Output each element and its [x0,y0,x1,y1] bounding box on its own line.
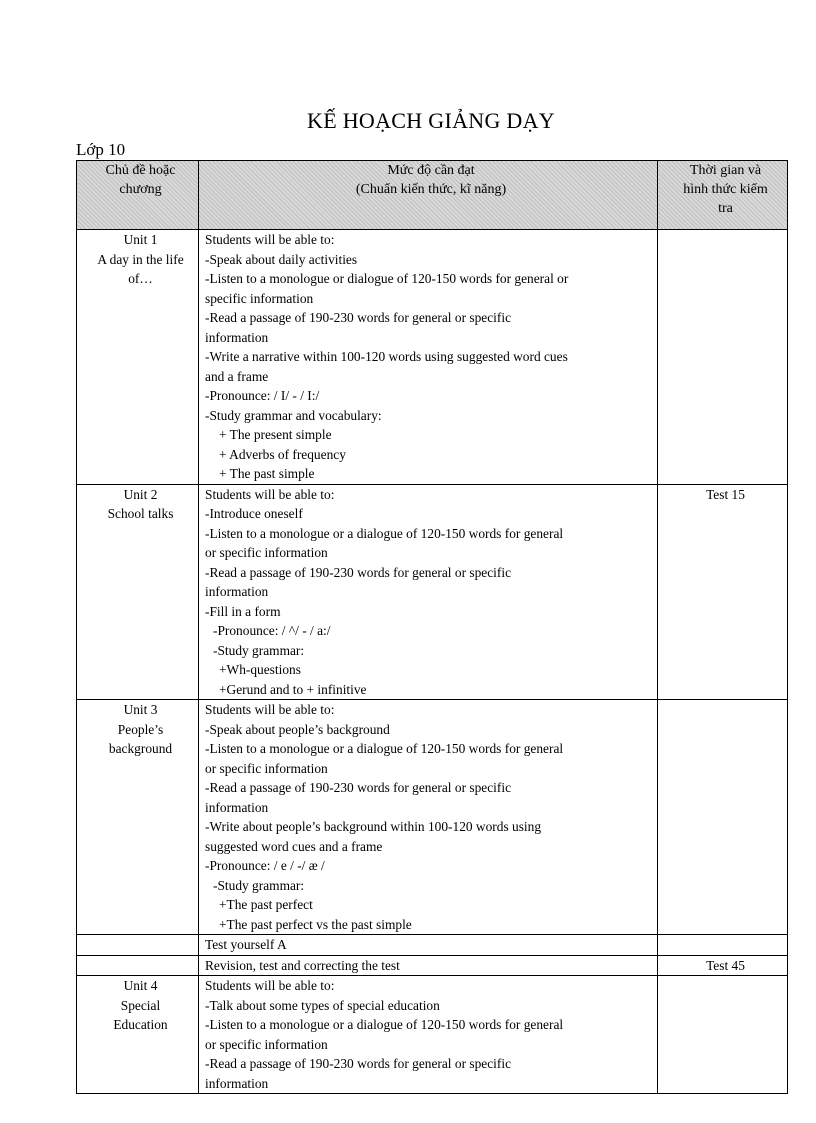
content-line: -Read a passage of 190-230 words for general or specific [205,780,512,795]
content-line: specific information [205,290,314,306]
content-line: -Listen to a monologue or dialogue of 120-150 words for general or [205,271,569,286]
test-cell [658,230,788,485]
unit-cell [77,976,199,1094]
test-cell: Test 15 [658,484,788,700]
table-row [77,935,788,956]
content-line: +The past perfect [219,897,313,912]
class-label: Lớp 10 [76,140,126,159]
content-line: information [205,1075,269,1091]
content-line: -Study grammar: [213,877,305,893]
content-line: -Read a passage of 190-230 words for general or specific [205,310,512,325]
unit-cell [77,935,199,956]
content-line: or specific information [205,760,328,776]
content-line: +Gerund and to + infinitive [219,681,367,697]
unit-line: A day in the life [97,251,184,267]
content-line: Students will be able to: [205,232,335,247]
content-line: -Talk about some types of special education [205,997,440,1013]
content-line: -Pronounce: / e / -/ æ / [205,858,325,873]
content-line: -Pronounce: / ^/ - / a:/ [213,623,331,638]
unit-line: Unit 3 [123,702,158,717]
content-line: -Introduce oneself [205,506,303,521]
content-cell [199,976,658,1094]
content-line: -Pronounce: / I/ - / I:/ [205,388,320,403]
page-title: KẾ HOẠCH GIẢNG DẠY [307,108,555,133]
content-line: suggested word cues and a frame [205,838,383,854]
unit-line: of… [128,271,153,286]
content-line: information [205,329,269,345]
unit-line: People’s [117,721,164,737]
table-row [77,230,788,485]
unit-line: School talks [107,506,174,521]
table-row [77,955,788,976]
content-cell [199,484,658,700]
content-line: -Write a narrative within 100-120 words using suggested word cues [205,349,568,364]
content-line: -Speak about people’s background [205,721,390,737]
header-test-time [658,161,788,230]
content-line: +The past perfect vs the past simple [219,916,412,932]
unit-cell [77,230,199,485]
unit-cell [77,484,199,700]
table-row [77,484,788,700]
unit-line: Unit 1 [123,232,158,247]
content-line: -Study grammar: [213,642,305,658]
test-cell [658,935,788,956]
unit-line: Unit 4 [123,978,158,993]
content-line: Students will be able to: [205,978,335,993]
content-line: Test yourself A [205,937,287,952]
content-line: -Study grammar and vocabulary: [205,407,382,423]
content-cell [199,230,658,485]
header-topic [77,161,199,230]
content-line: or specific information [205,1036,328,1052]
content-line: -Write about people’s background within 100-120 words using [205,819,542,834]
content-line: and a frame [205,368,269,384]
content-line: +Wh-questions [219,662,301,677]
content-line: information [205,584,269,599]
header-requirements [199,161,658,230]
header-line: Mức độ cần đạt [387,163,475,178]
unit-line: Education [113,1017,168,1032]
content-line: + The present simple [219,427,332,442]
table-row [77,976,788,1094]
content-line: -Read a passage of 190-230 words for general or specific [205,1056,512,1071]
content-cell [199,700,658,935]
unit-line: Unit 2 [123,486,158,502]
content-line: + The past simple [219,466,315,481]
header-line: Thời gian và [689,163,762,178]
test-cell [658,700,788,935]
table-row [77,700,788,935]
unit-line: Special [120,997,161,1013]
test-cell: Test 45 [658,955,788,976]
unit-line: background [108,741,173,756]
content-line: -Read a passage of 190-230 words for general or specific [205,564,512,580]
content-line: -Fill in a form [205,603,281,619]
content-line: -Listen to a monologue or a dialogue of 120-150 words for general [205,525,564,541]
header-line: (Chuẩn kiến thức, kĩ năng) [355,182,507,197]
content-cell [199,935,658,956]
content-line: Revision, test and correcting the test [205,957,400,973]
content-line: Students will be able to: [205,702,335,717]
content-line: -Speak about daily activities [205,251,358,267]
content-cell [199,955,658,976]
content-line: -Listen to a monologue or a dialogue of 120-150 words for general [205,741,564,756]
header-line: Chủ đề hoặc [105,163,176,178]
content-line: or specific information [205,545,328,560]
unit-cell [77,955,199,976]
header-line: hình thức kiểm [683,182,768,197]
table-header-row [77,161,788,230]
header-line: tra [718,201,733,216]
content-line: + Adverbs of frequency [219,446,346,462]
unit-cell [77,700,199,935]
content-line: -Listen to a monologue or a dialogue of 120-150 words for general [205,1017,564,1032]
content-line: information [205,799,269,815]
test-cell [658,976,788,1094]
content-line: Students will be able to: [205,486,335,502]
header-line: chương [119,182,162,197]
lesson-plan-table [76,160,788,1094]
